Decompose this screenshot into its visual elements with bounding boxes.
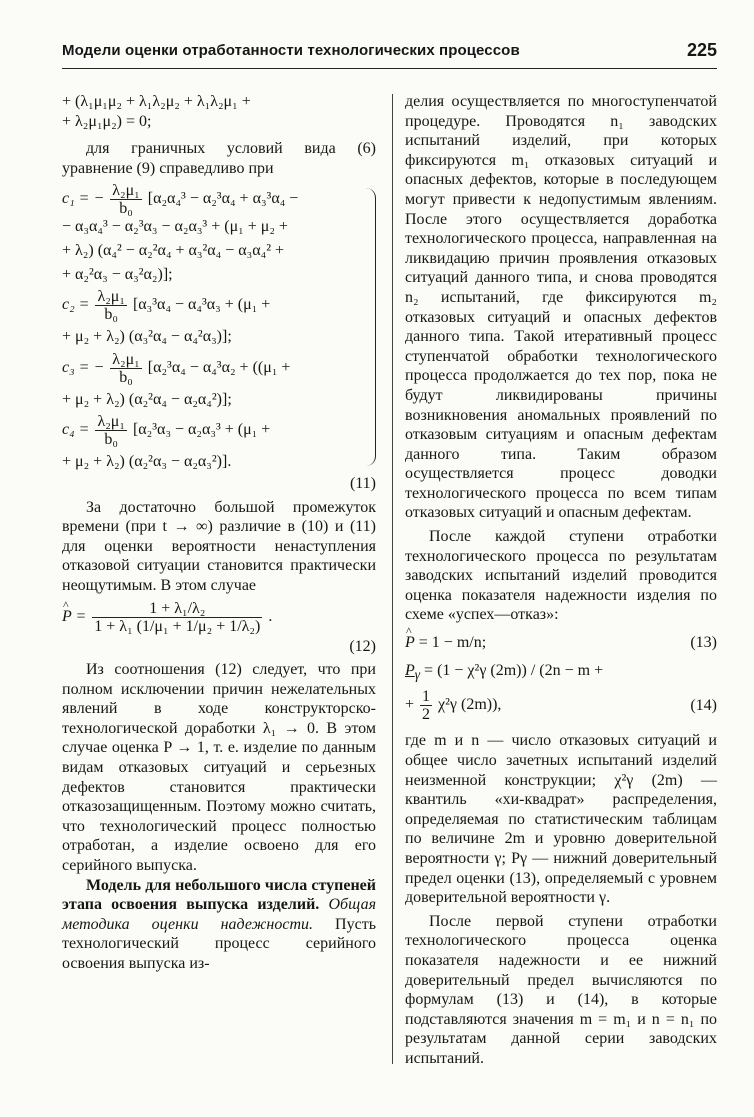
equation-number-13: (13)	[690, 634, 717, 652]
paragraph: После каждой ступени отработки технологического процесса по результатам заводских испытаний изделий проводится оценка показателя надежности изделия по схеме «успех—отказ»:	[405, 528, 717, 624]
equation-number-14: (14)	[690, 697, 717, 715]
equation-line: + λ₂) (α₄² − α₂²α₄ + α₃²α₄ − α₃α₄² +	[62, 241, 285, 259]
equation-line: + μ₂ + λ₂) (α₃²α₄ − α₄²α₃)];	[62, 328, 232, 346]
equation-line: + (λ₁μ₁μ₂ + λ₁λ₂μ₂ + λ₁λ₂μ₁ +	[62, 93, 251, 110]
equation-line: + μ₂ + λ₂) (α₂²α₃ − α₂α₃²)].	[62, 453, 232, 471]
equation-line: − α₃α₄³ − α₂³α₃ − α₂α₃³ + (μ₁ + μ₂ +	[62, 218, 288, 236]
left-column	[62, 92, 376, 974]
equation-14-line-2: + $\frac{1}{2}$ χ²γ (2m)), (14)	[405, 688, 717, 724]
running-title: Модели оценки отработанности технологических процессов	[62, 42, 520, 59]
equation-c1: c₁ = − $\frac{\text{λ₂μ₁}}{\text{b₀}}$ [α₂α₄³ − α₂³α₄ + α₃³α₄ −	[62, 182, 299, 218]
paragraph: где m и n — число отказовых ситуаций и общее число зачетных испытаний изделий неизменной конструкции; χ²γ (2m) — квантиль «хи-квадрат» распределения, определяемая по статистическим таблицам по величине 2m и уровню доверительной вероятности γ; Pγ — нижний доверительный предел оценки (13), определяемый с уровнем доверительной вероятности γ.	[405, 732, 717, 907]
section-heading: Модель для небольшого числа ступеней этапа освоения выпуска изделий.	[62, 876, 376, 914]
column-divider	[392, 94, 393, 1064]
equation-number-12: (12)	[349, 637, 376, 655]
paragraph: За достаточно большой промежуток времени (при t → ∞) различие в (10) и (11) для оценки вероятности ненаступления отказовой ситуации становится практически неощутимым. В этом случае	[62, 498, 376, 594]
paragraph: Из соотношения (12) следует, что при полном исключении причин нежелательных явлений в ходе конструкторско-технологической доработки λ₁ → 0. В этом случае оценка P → 1, т. е. изделие по данным видам отказовых ситуаций и серьезных дефектов становится практически отказозащищенным. Поэтому можно считать, что технологический процесс полностью отработан, а изделие освоено для его серийного выпуска.	[62, 661, 376, 875]
system-brace	[365, 188, 376, 466]
equation-c4: c₄ = $\frac{\text{λ₂μ₁}}{\text{b₀}}$ [α₂³α₃ − α₂α₃³ + (μ₁ +	[62, 413, 271, 449]
section-heading-paragraph: Модель для небольшого числа ступеней этапа освоения выпуска изделий. Общая методика оценки надежности. Пусть технологический процесс серийного освоения выпуска из-	[62, 876, 377, 972]
equation-13: ^ P = 1 − m/n; (13)	[405, 633, 717, 653]
right-column	[405, 92, 717, 1069]
equation-c3: c₃ = − $\frac{\text{λ₂μ₁}}{\text{b₀}}$ [α₂³α₄ − α₄³α₂ + ((μ₁ +	[62, 350, 291, 386]
equation-line: + α₂²α₃ − α₃²α₂)];	[62, 265, 173, 283]
equation-12: ^ P = $\frac{\text{1 + λ₁/λ₂}}{\text{1 + λ₁ (1/μ₁ + 1/μ₂ + 1/λ₂)}}$ .	[62, 600, 376, 635]
paragraph: После первой ступени отработки технологического процесса оценка показателя надежности и ее нижний доверительный предел вычисляются по формулам (13) и (14), в которые подставляются значения m = m₁ и n = n₁ по результатам данной серии заводских испытаний.	[405, 912, 717, 1067]
running-header	[62, 40, 717, 69]
paragraph: делия осуществляется по многоступенчатой процедуре. Проводятся n₁ заводских испытаний изделий, при которых фиксируются m₁ отказовых ситуаций и опасных дефектов, которые в последующем могут привести к недопустимым явлениям. После этого осуществляется доработка технологического процесса, направленная на ликвидацию причин проявления отказовых ситуаций данного типа, и снова проводятся n₂ испытаний, где фиксируются m₂ отказовых ситуаций и опасных дефектов данного типа. Такой итеративный процесс ступенчатой обработки технологического процесса продолжается до тех пор, пока не будут ликвидированы причины возникновения аномальных проявлений по отказовым ситуациям и опасным дефектам данного типа. Таким образом осуществляется процесс доводки технологического процесса по всем типам отказовых ситуаций и опасным дефектам.	[405, 93, 717, 522]
equation-c2: c₂ = $\frac{\text{λ₂μ₁}}{\text{b₀}}$ [α₃³α₄ − α₄³α₃ + (μ₁ +	[62, 288, 271, 324]
equation-system-11	[62, 182, 376, 472]
equation-number-11: (11)	[349, 474, 376, 492]
subsection-heading: Общая методика оценки надежности.	[62, 896, 377, 933]
equation-14-line-1: $P_\gamma = (1 - \chi^2\gamma$ (2m)) / (2n − m +	[405, 661, 604, 682]
equation-line: + λ₂μ₁μ₂) = 0;	[62, 112, 152, 130]
page-number: 225	[686, 40, 717, 60]
equation-line: + μ₂ + λ₂) (α₂²α₄ − α₂α₄²)];	[62, 390, 232, 408]
paragraph: для граничных условий вида (6) уравнение (9) справедливо при	[62, 140, 376, 177]
